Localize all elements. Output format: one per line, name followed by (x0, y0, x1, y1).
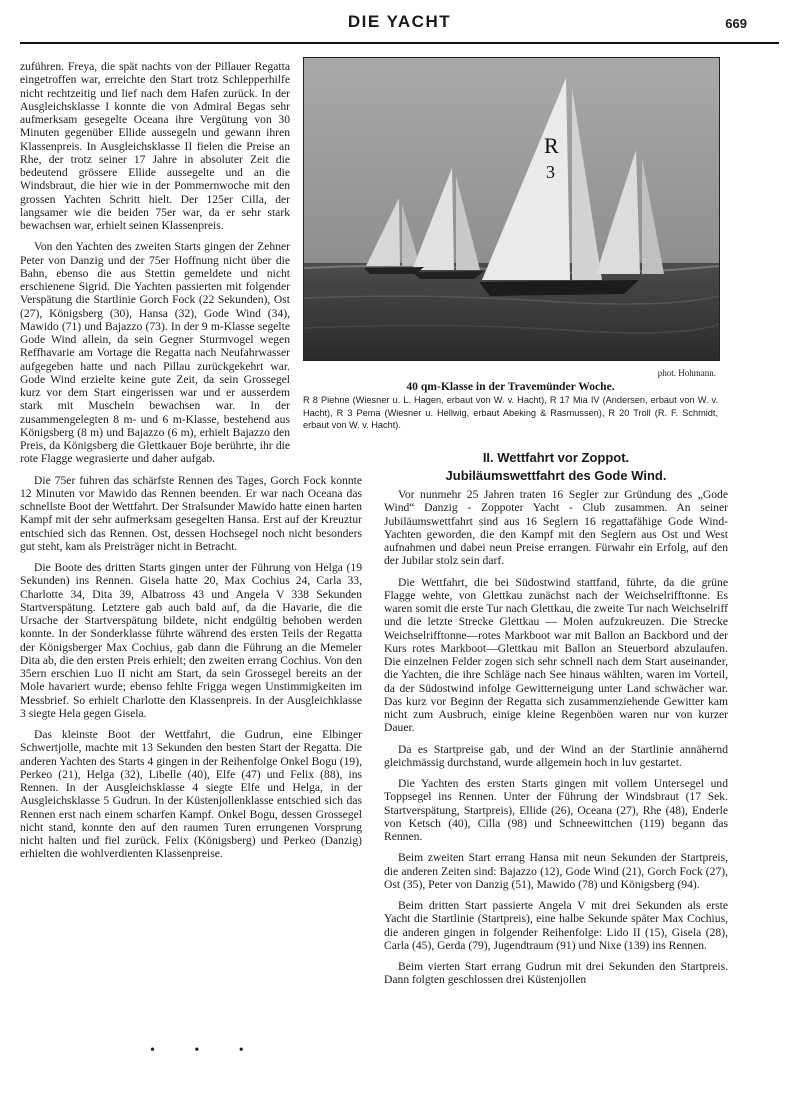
paragraph: Da es Startpreise gab, und der Wind an der Startlinie annähernd gleichmässig durchstand, wurde allgemein hoch in luv gestartet. (384, 742, 728, 769)
section-heading: II. Wettfahrt vor Zoppot. (482, 450, 630, 465)
section-ornament: • • • (150, 1043, 262, 1058)
paragraph: Die 75er fuhren das schärfste Rennen des Tages, Gorch Fock konnte 12 Minuten vor Mawido das Rennen beenden. Er war nach Oceana das schnellste Boot der Wettfahrt. Der Stralsunder Mawido hatte einen harten Kampf mit der sehr aufmerksam gesegelten Hansa. Erst auf der Kreuztur entschied sich das Rennen. Ost, dessen Hochsegel noch nicht besonders gut steht, kam als Preisträger nicht in Betracht. (20, 473, 362, 553)
paragraph: Die Yachten des ersten Starts gingen mit vollem Untersegel und Toppsegel ins Rennen. Unter der Führung der Windsbraut (17 Sek. Startverspätung, Startpreis), Ellide (26), Oceana (27), Rhe (48), Enderle von Ketsch (40), Cilla (98) und Schneewittchen (119) begann das Rennen. (384, 777, 728, 843)
paragraph: Von den Yachten des zweiten Starts gingen der Zehner Peter von Danzig und der 75er Hoffnung nicht über die Bahn, ebenso die aus Stettin gemeldete und nicht erschienene Sigrid. Die Yachten passierten mit folgender Verspätung die Startlinie Gorch Fock (22 Sekunden), Ost (27), Königsberg (30), Hansa (32), Gode Wind (34), Mawido (71) und Bajazzo (73). In der 9 m-Klasse segelte Gode Wind allein, da sein Gegner Sturmvogel wegen Reffhavarie am Vortage die Regatta nach Neufahrwasser aufgegeben hatte und nach Pillau zurückgekehrt war. Gode Wind erzielte keine gute Zeit, da sein Grossegel kurz vor dem Start eingerissen war und er ausserdem stark mit Muscheln bewachsen war. In der zusammengelegten 8 m- und 6 m-Klasse, bestehend aus Königsberg (8 m) und Bajazzo (6 m), erhielt Bajazzo den Preis, da Königsberg die Glettkauer Boje berührte, ihr die rote Flagge wegrasierte und daher aufgab. (20, 240, 290, 466)
paragraph: Beim zweiten Start errang Hansa mit neun Sekunden der Startpreis, die anderen Zeiten sind: Bajazzo (12), Gode Wind (21), Gorch Fock (27), Ost (35), Peter von Danzig (51), Mawido (78) und Königsberg (94). (384, 851, 728, 891)
photo-credit: phot. Hohmann. (657, 368, 716, 378)
paragraph: Vor nunmehr 25 Jahren traten 16 Segler zur Gründung des „Gode Wind“ Danzig - Zoppoter Yacht - Club zusammen. An seiner Jubiläumswettfahrt sind aus 16 Seglern 16 regattafähige Gode Wind-Yachten geworden, die den Kampf mit den Seglern aus Ost und West aufnahmen und dabei neun Preise errangen. Fürwahr ein Erfolg, auf den der Jubilar stolz sein darf. (384, 488, 728, 568)
paragraph: Beim dritten Start passierte Angela V mit drei Sekunden als erste Yacht die Startlinie (Startpreis), eine halbe Sekunde später Max Cochius, die anderen gingen in folgender Reihenfolge: Lido II (15), Gisela (28), Carla (45), Gerda (79), Jugendtraum (91) und Nixe (139) ins Rennen. (384, 899, 728, 952)
paragraph: Beim vierten Start errang Gudrun mit drei Sekunden den Startpreis. Dann folgten geschlossen drei Küstenjollen (384, 960, 728, 987)
photo-caption-title: 40 qm-Klasse in der Travemünder Woche. (406, 380, 615, 393)
photo-caption-body: R 8 Piehne (Wiesner u. L. Hagen, erbaut von W. v. Hacht), R 17 Mia IV (Andersen, erbaut von W. v. Hacht), R 3 Pema (Wiesner u. Hellwig, erbaut Abeking & Rasmussen), R 20 Troll (R. F. Schmidt, erbaut von W. v. Hacht). (303, 395, 718, 430)
sailboat-photo (303, 57, 720, 361)
sailboat-illustration (304, 58, 719, 360)
right-column (384, 488, 728, 995)
page-header (20, 12, 779, 40)
svg-text:R: R (544, 133, 559, 158)
paragraph: Die Wettfahrt, die bei Südostwind stattfand, führte, da die grüne Flagge wehte, von Glettkau zunächst nach der Weichselrifftonne. Es waren somit die erste Tur nach Glettkau, die zweite Tur nach Weichselriff und die letzte Strecke Glettkau — Molen aufzukreuzen. Die Strecke Weichselrifftonne—rotes Markboot war mit Ballon an Backbord und der Kurs rotes Markboot—Glettkau mit Ballon an Steuerbord abzulaufen. Die einzelnen Felder zogen sich sehr schnell nach dem Start auseinander, die Yachten, die ihre Schläge nach See hinaus wählten, waren im Vorteil, da der Südostwind infolge Gewitterneigung unter Land schwächer war. Das kurz vor Beginn der Regatta sich zusammenziehende Gewitter kam nicht zum Ausbruch, einige kleine Regenböen waren nur von kurzer Dauer. (384, 575, 728, 735)
section-subheading: Jubiläumswettfahrt des Gode Wind. (445, 468, 667, 483)
paragraph: zuführen. Freya, die spät nachts von der Pillauer Regatta eingetroffen war, erreichte den Start trotz Schlepperhilfe nicht rechtzeitig und lief nach dem Hafen zurück. In der Ausgleichsklasse I konnte die von Admiral Begas sehr aufmerksam gesegelte Oceana ihre Vergütung von 30 Minuten gegenüber Ellide aussegeln und gewann ihren Klassenpreis. In Ausgleichsklasse II fielen die Preise an Rhe, der trotz seiner 17 Jahre in absoluter Zeit die bedeutend grössere Ellide aussegelte und an die Windsbraut, die hier wie in der Pommernwoche mit den grossen Yachten Schritt hielt. Der 125er Cilla, der langsamer wie die beiden 75er war, da er sehr stark bewachsen war, erhielt seinen Klassenpreis. (20, 60, 290, 232)
svg-text:3: 3 (546, 162, 555, 182)
paragraph: Die Boote des dritten Starts gingen unter der Führung von Helga (19 Sekunden) ins Rennen. Gisela hatte 20, Max Cochius 24, Carla 33, Charlotte 34, Dita 39, Albatross 43 und Angela V 338 Sekunden Startverspätung. Letztere gab auch bald auf, da die Havarie, die die Ursache der Startverspätung bildete, nicht endgültig behoben werden konnte. In der Sonderklasse führte während des ersten Teils der Regatta der Königsberger Max Cochius, gab dann die Führung an die Memeler Dita ab, die den ersten Preis erhielt; den zweiten errang Cochius. Von den 35ern erschien Luo II nicht am Start, da sein Grossegel bereits an der Mole havariert wurde; ebenso fehlte Frigga wegen Unstimmigkeiten im Messbrief. So erhielt Charlotte den Klassenpreis. In der Ausgleichklasse 3 siegte Hela gegen Gisela. (20, 561, 362, 720)
header-rule (20, 42, 779, 44)
page-number: 669 (725, 16, 747, 31)
journal-title: DIE YACHT (347, 12, 452, 31)
paragraph: Das kleinste Boot der Wettfahrt, die Gudrun, eine Elbinger Schwertjolle, machte mit 13 Sekunden den besten Start der Regatta. Die anderen Yachten des Starts 4 gingen in der Reihenfolge Onkel Bogu (19), Perkeo (21), Helga (32), Libelle (40), Elfe (47) und Felix (88), ins Rennen. In der Ausgleichsklasse 4 siegte Elfe und Helga, in der Ausgleichsklasse 5 Gudrun. In der Küstenjollenklasse entschied sich das Rennen erst nach einem scharfen Kampf. Onkel Bogu, dessen Grossegel nicht stand, konnte den auf den raumen Turen errungenen Vorsprung nicht halten und fiel zurück. Felix (Königsberg) und Perkeo (Danzig) erhielten die wohlverdienten Klassenpreise. (20, 728, 362, 861)
